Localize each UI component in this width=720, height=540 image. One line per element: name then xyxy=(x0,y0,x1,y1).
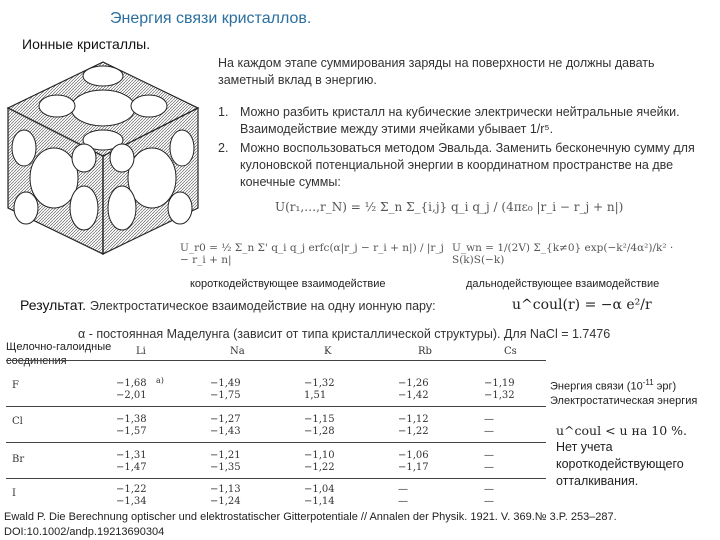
table-cell: −1,21 xyxy=(210,450,241,461)
table-cell: −1,12 xyxy=(398,414,429,425)
table-label-line: соединения xyxy=(6,355,67,367)
table-cell: — xyxy=(484,484,494,495)
row-ion: I xyxy=(12,488,16,499)
result-label: Результат. xyxy=(20,297,87,313)
energy-table xyxy=(6,346,546,508)
table-cell: −1,35 xyxy=(210,462,241,473)
result-text: Электростатическое взаимодействие на одну ионную пару: xyxy=(89,299,436,313)
table-cell: −1,13 xyxy=(210,484,241,495)
list-item-text: Можно разбить кристалл на кубические электрически нейтральные ячейки. Взаимодействие между этими ячейками убывает 1/r⁵. xyxy=(240,105,680,136)
repulsion-comment: Нет учета короткодействующего отталкивания. xyxy=(556,440,684,488)
table-cell: −1,22 xyxy=(398,426,429,437)
table-rule xyxy=(6,360,546,361)
table-cell: −1,47 xyxy=(116,462,147,473)
total-energy-formula: U(r₁,…,r_N) = ½ Σ_n Σ_{i,j} q_i q_j / (4πε₀ |r_i − r_j + n|) xyxy=(275,200,624,214)
model-remark xyxy=(556,422,716,490)
table-cell: −1,32 xyxy=(304,378,335,389)
short-range-caption: короткодействующее взаимодействие xyxy=(190,278,386,290)
table-cell: −1,22 xyxy=(304,462,335,473)
table-cell: −1,34 xyxy=(116,496,147,507)
ionic-crystal-illustration xyxy=(2,58,204,258)
table-cell: — xyxy=(484,496,494,507)
column-header: Cs xyxy=(504,346,517,357)
section-subtitle: Ионные кристаллы. xyxy=(22,36,151,52)
table-cell: −1,22 xyxy=(116,484,147,495)
column-header: K xyxy=(324,346,332,357)
legend-electrostatic: Электростатическая энергия xyxy=(550,394,698,407)
table-cell: −1,15 xyxy=(304,414,335,425)
column-header: Rb xyxy=(418,346,432,357)
energy-comparison: u^coul < u на 10 %. xyxy=(556,423,688,438)
table-cell: −1,27 xyxy=(210,414,241,425)
table-cell: −1,14 xyxy=(304,496,335,507)
table-cell: −1,04 xyxy=(304,484,335,495)
table-cell: — xyxy=(484,450,494,461)
table-cell: −1,10 xyxy=(304,450,335,461)
legend-energy-unit: эрг) xyxy=(653,380,677,393)
table-cell: 1,51 xyxy=(304,390,327,401)
long-range-formula: U_wn = 1/(2V) Σ_{k≠0} exp(−k²/4α²)/k² · S(k)S(−k) xyxy=(452,242,674,266)
list-item xyxy=(218,104,698,140)
legend-energy-exponent: -11 xyxy=(642,378,654,387)
table-rule xyxy=(6,442,546,443)
row-ion: Br xyxy=(12,454,25,465)
column-header: Na xyxy=(230,346,245,357)
list-item-number: 2. xyxy=(218,141,229,155)
table-cell: −1,31 xyxy=(116,450,147,461)
table-cell: −1,28 xyxy=(304,426,335,437)
table-rule xyxy=(6,478,546,479)
reference-citation: Ewald P. Die Berechnung optischer und elektrostatischer Gitterpotentiale // Annalen der Physik. 1921. V. 369.№ 3.P. 253–287. xyxy=(4,511,617,523)
legend-energy xyxy=(550,376,716,394)
table-label-line: Щелочно-галоидные xyxy=(6,341,112,353)
table-cell: −1,24 xyxy=(210,496,241,507)
list-item-number: 1. xyxy=(218,105,229,119)
slide-title: Энергия связи кристаллов. xyxy=(110,10,312,27)
table-cell: −1,68 xyxy=(116,378,147,389)
method-list xyxy=(218,104,698,194)
table-cell: — xyxy=(398,484,408,495)
table-cell: −1,57 xyxy=(116,426,147,437)
table-cell: −1,49 xyxy=(210,378,241,389)
table-cell: −1,43 xyxy=(210,426,241,437)
table-cell: −1,38 xyxy=(116,414,147,425)
table-cell: — xyxy=(484,462,494,473)
result-line xyxy=(20,297,436,313)
table-cell: −1,26 xyxy=(398,378,429,389)
column-header: Li xyxy=(136,346,146,357)
table-cell: −1,75 xyxy=(210,390,241,401)
row-ion: F xyxy=(12,380,19,391)
long-range-caption: дальнодействующее взаимодействие xyxy=(466,278,660,290)
list-item xyxy=(218,140,698,192)
table-cell: −1,06 xyxy=(398,450,429,461)
summation-note: На каждом этапе суммирования заряды на поверхности не должны давать заметный вклад в энергию. xyxy=(218,56,655,87)
reference xyxy=(4,510,617,540)
table-cell: — xyxy=(484,426,494,437)
table-rule xyxy=(6,406,546,407)
reference-doi: DOI:10.1002/andp.19213690304 xyxy=(4,526,165,538)
table-cell: −1,42 xyxy=(398,390,429,401)
table-legend xyxy=(550,376,716,408)
madelung-note: α - постоянная Маделунга (зависит от типа кристаллической структуры). Для NaCl = 1.7476 xyxy=(78,327,611,341)
table-cell: −1,32 xyxy=(484,390,515,401)
table-cell: — xyxy=(484,414,494,425)
legend-energy-text: Энергия связи (10 xyxy=(550,380,643,393)
table-footnote: а) xyxy=(156,376,164,385)
table-cell: −2,01 xyxy=(116,390,147,401)
table-cell: −1,17 xyxy=(398,462,429,473)
row-ion: Cl xyxy=(12,416,23,427)
coulomb-formula: u^coul(r) = −α e²/r xyxy=(512,297,652,313)
short-range-formula: U_r0 = ½ Σ_n Σ' q_i q_j erfc(α|r_j − r_i + n|) / |r_j − r_i + n| xyxy=(180,242,444,266)
list-item-text: Можно воспользоваться методом Эвальда. Заменить бесконечную сумму для кулоновской потенциальной энергии в координатном пространстве на две конечные суммы: xyxy=(240,141,695,189)
table-cell: — xyxy=(398,496,408,507)
table-cell: −1,19 xyxy=(484,378,515,389)
